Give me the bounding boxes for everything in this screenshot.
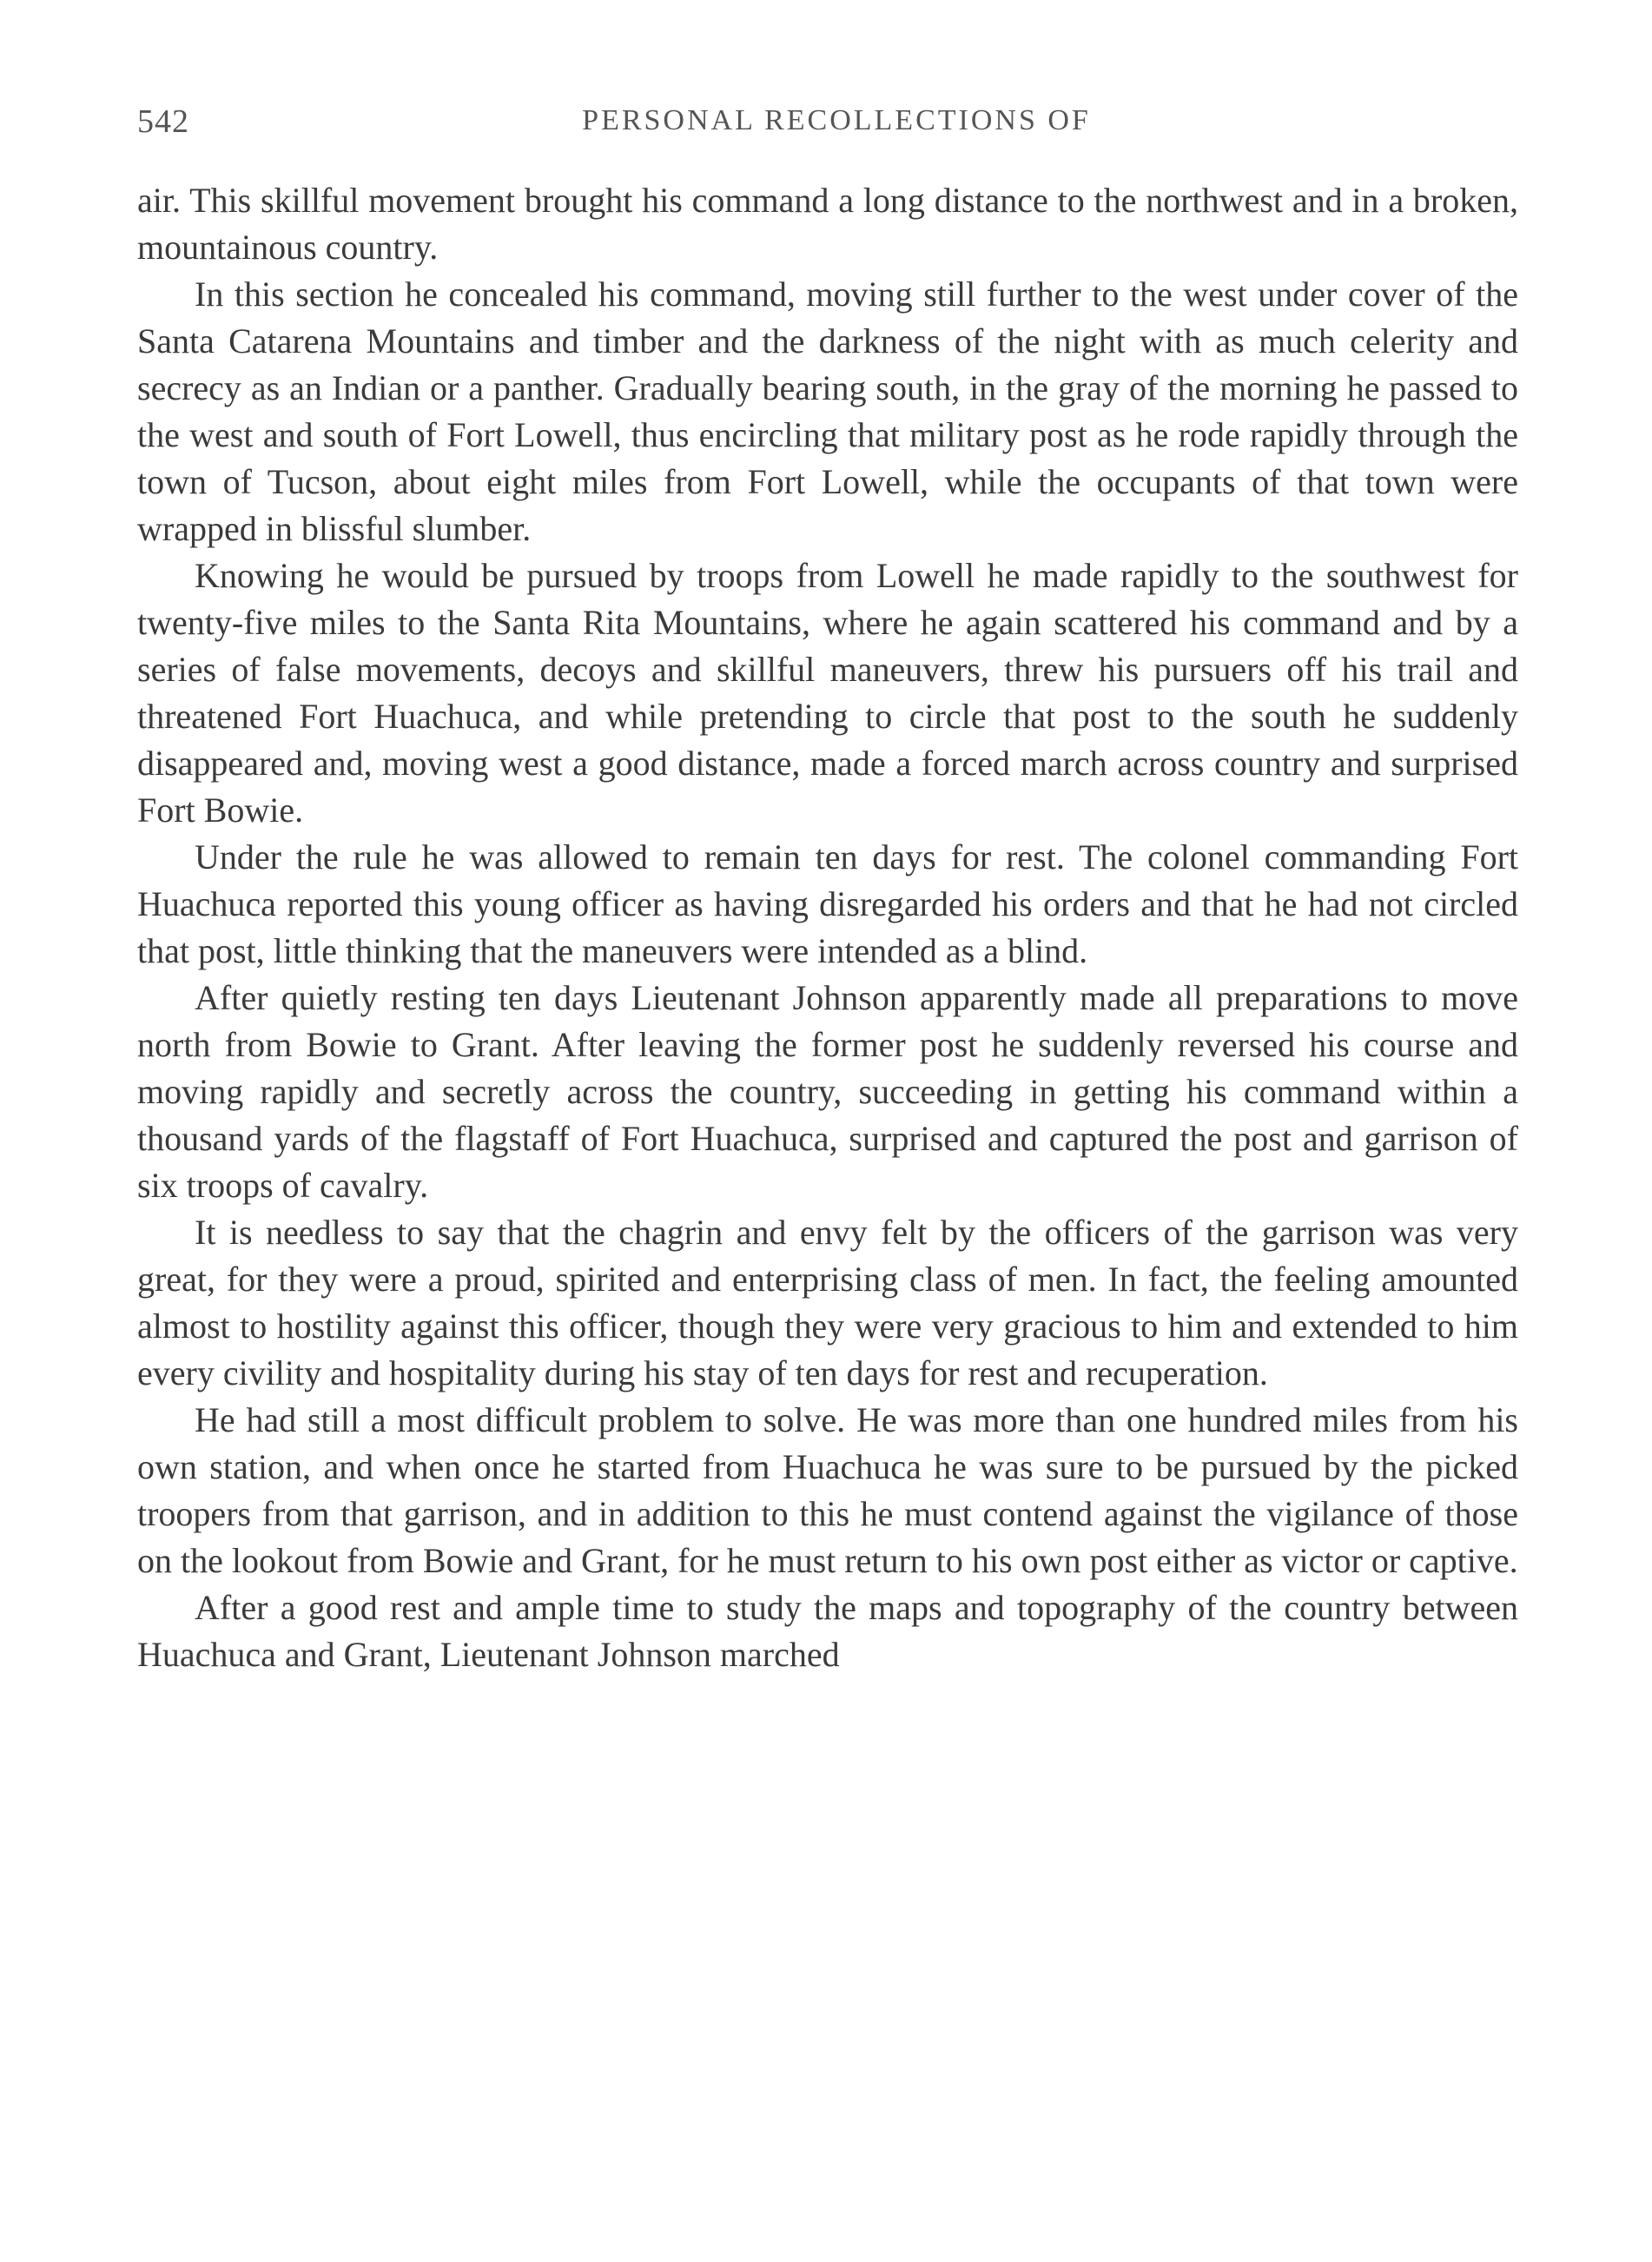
paragraph: Under the rule he was allowed to remain ten days for rest. The colonel commanding Fort Huachuca reported this young officer as having disregarded his orders and that he had not circled that post, little thinking that the maneuvers were intended as a blind. xyxy=(137,837,1518,970)
paragraph: Knowing he would be pursued by troops from Lowell he made rapidly to the southwest for twenty-five miles to the Santa Rita Mountains, where he again scattered his command and by a series of false movements, decoys and skillful maneuvers, threw his pursuers off his trail and threatened Fort Huachuca, and while pretending to circle that post to the south he suddenly disappeared and, moving west a good distance, made a forced march across country and surprised Fort Bowie. xyxy=(137,556,1518,830)
paragraph: In this section he concealed his command, moving still further to the west under cover of the Santa Catarena Mountains and timber and the darkness of the night with as much celerity and secrecy as an Indian or a panther. Gradually bearing south, in the gray of the morning he passed to the west and south of Fort Lowell, thus encircling that military post as he rode rapidly through the town of Tucson, about eight miles from Fort Lowell, while the occupants of that town were wrapped in blissful slumber. xyxy=(137,274,1518,548)
paragraph: After a good rest and ample time to study the maps and topography of the country between Huachuca and Grant, Lieutenant Johnson marched xyxy=(137,1588,1518,1674)
running-head xyxy=(137,103,1518,155)
paragraph: After quietly resting ten days Lieutenant Johnson apparently made all preparations to move north from Bowie to Grant. After leaving the former post he suddenly reversed his course and moving rapidly and secretly across the country, succeeding in getting his command within a thousand yards of the flagstaff of Fort Huachuca, surprised and captured the post and garrison of six troops of cavalry. xyxy=(137,978,1518,1205)
running-title: PERSONAL RECOLLECTIONS OF xyxy=(582,104,1091,136)
paragraph: It is needless to say that the chagrin and envy felt by the officers of the garrison was very great, for they were a proud, spirited and enterprising class of men. In fact, the feeling amounted almost to hostility against this officer, though they were very gracious to him and extended to him every civility and hospitality during his stay of ten days for rest and recuperation. xyxy=(137,1213,1518,1392)
page-number: 542 xyxy=(137,103,189,140)
paragraph: He had still a most difficult problem to solve. He was more than one hundred miles from his own station, and when once he started from Huachuca he was sure to be pursued by the picked troopers from that garrison, and in addition to this he must contend against the vigilance of those on the lookout from Bowie and Grant, for he must return to his own post either as victor or captive. xyxy=(137,1400,1518,1580)
paragraph-continued: air. This skillful movement brought his command a long distance to the northwest and in a broken, mountainous country. xyxy=(137,181,1518,267)
body-text xyxy=(137,177,1518,1678)
